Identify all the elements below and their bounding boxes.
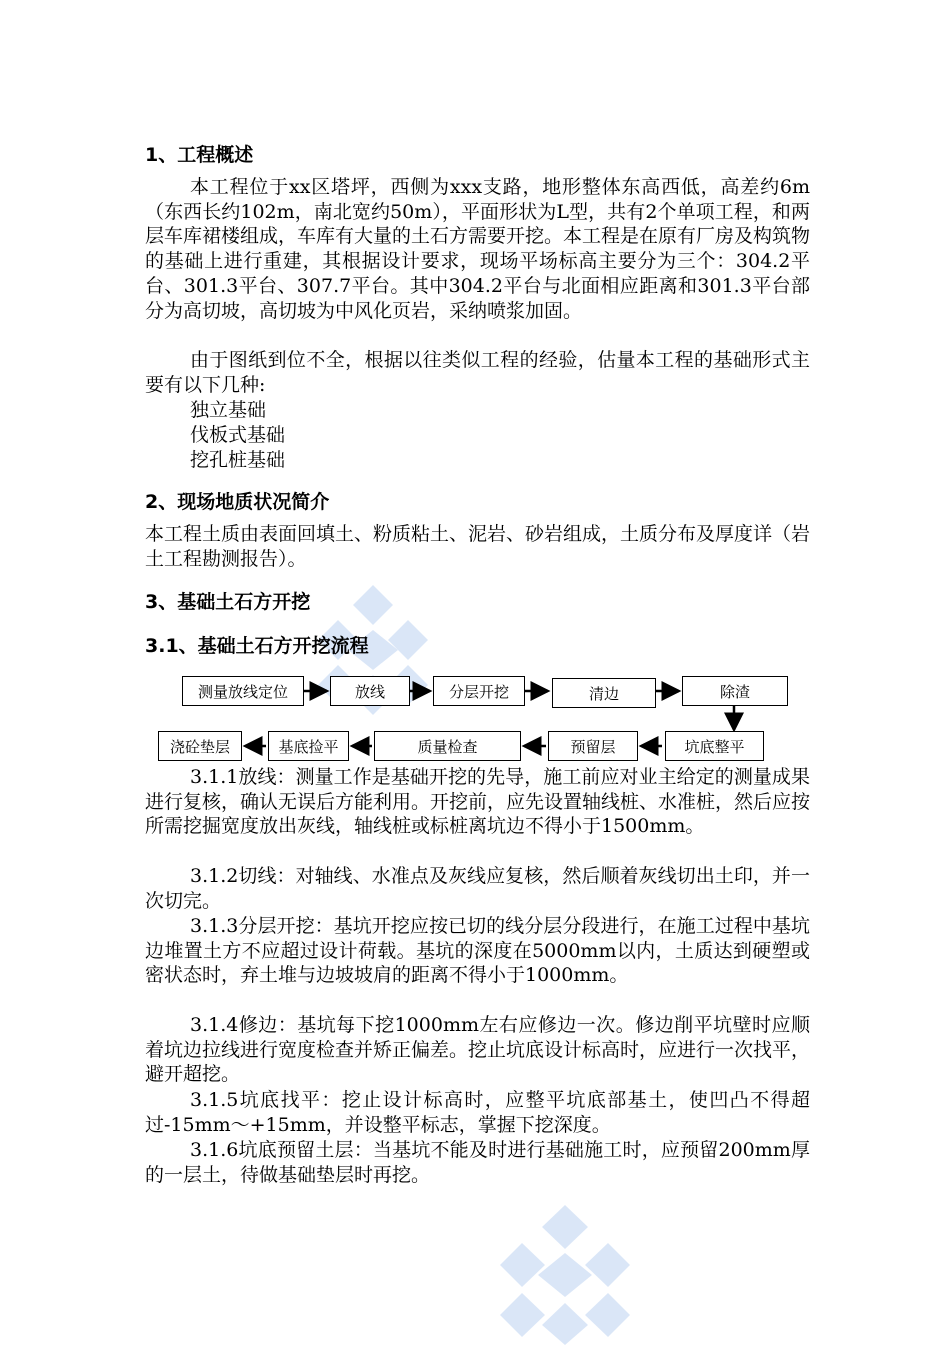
section-heading: 2、现场地质状况简介 <box>145 491 330 513</box>
flow-step-box: 清边 <box>552 678 656 708</box>
section-heading: 3、基础土石方开挖 <box>145 591 311 613</box>
list-item: 独立基础 <box>190 399 267 421</box>
step-paragraph: 3.1.1放线：测量工作是基础开挖的先导，施工前应对业主给定的测量成果进行复核，确认无误后方能利用。开挖前，应先设置轴线桩、水准桩，然后应按所需挖掘宽度放出灰线，轴线桩或标桩离坑边不得小于1500mm。 <box>145 766 811 838</box>
section-heading: 1、工程概述 <box>145 144 254 166</box>
step-paragraph: 3.1.5坑底找平：挖止设计标高时，应整平坑底部基土，使凹凸不得超过-15mm～+15mm，并设整平标志，掌握下挖深度。 <box>145 1089 810 1136</box>
list-item: 伐板式基础 <box>190 424 286 446</box>
flow-step-box: 基底捡平 <box>268 731 349 761</box>
list-item: 挖孔桩基础 <box>190 449 286 471</box>
flow-step-box: 分层开挖 <box>433 676 525 706</box>
flow-step-box: 预留层 <box>548 731 638 761</box>
paragraph: 本工程土质由表面回填土、粉质粘土、泥岩、砂岩组成，土质分布及厚度详（岩土工程勘测报告）。 <box>145 523 811 570</box>
flow-step-box: 测量放线定位 <box>182 676 304 706</box>
step-paragraph: 3.1.4修边：基坑每下挖1000mm左右应修边一次。修边削平坑壁时应顺着坑边拉线进行宽度检查并矫正偏差。挖止坑底设计标高时，应进行一次找平，避开超挖。 <box>145 1014 811 1086</box>
step-paragraph: 3.1.2切线：对轴线、水准点及灰线应复核，然后顺着灰线切出土印，并一次切完。 <box>145 865 810 912</box>
subsection-heading: 3.1、基础土石方开挖流程 <box>145 635 369 657</box>
step-paragraph: 3.1.6坑底预留土层：当基坑不能及时进行基础施工时，应预留200mm厚的一层土，待做基础垫层时再挖。 <box>145 1139 810 1186</box>
flow-step-box: 质量检查 <box>374 731 521 761</box>
flow-step-box: 除渣 <box>682 676 788 706</box>
paragraph: 本工程位于xx区塔坪，西侧为xxx支路，地形整体东高西低，高差约6m（东西长约102m，南北宽约50m），平面形状为L型，共有2个单项工程，和两层车库裙楼组成，车库有大量的土石方需要开挖。本工程是在原有厂房及构筑物的基础上进行重建，其根据设计要求，现场平场标高主要分为三个：304.2平台、301.3平台、307.7平台。其中304.2平台与北面相应距离和301.3平台部分为高切坡，高切坡为中风化页岩，采纳喷浆加固。 <box>145 176 811 322</box>
flow-step-box: 放线 <box>330 676 410 706</box>
flow-step-box: 浇砼垫层 <box>158 731 242 761</box>
step-paragraph: 3.1.3分层开挖：基坑开挖应按已切的线分层分段进行，在施工过程中基坑边堆置土方不应超过设计荷载。基坑的深度在5000mm以内，土质达到硬塑或密状态时，弃土堆与边坡坡肩的距离不得小于1000mm。 <box>145 915 810 987</box>
paragraph: 由于图纸到位不全，根据以往类似工程的经验，估量本工程的基础形式主要有以下几种: <box>145 349 810 396</box>
flow-step-box: 坑底整平 <box>665 731 764 761</box>
watermark-logo <box>500 1205 630 1345</box>
